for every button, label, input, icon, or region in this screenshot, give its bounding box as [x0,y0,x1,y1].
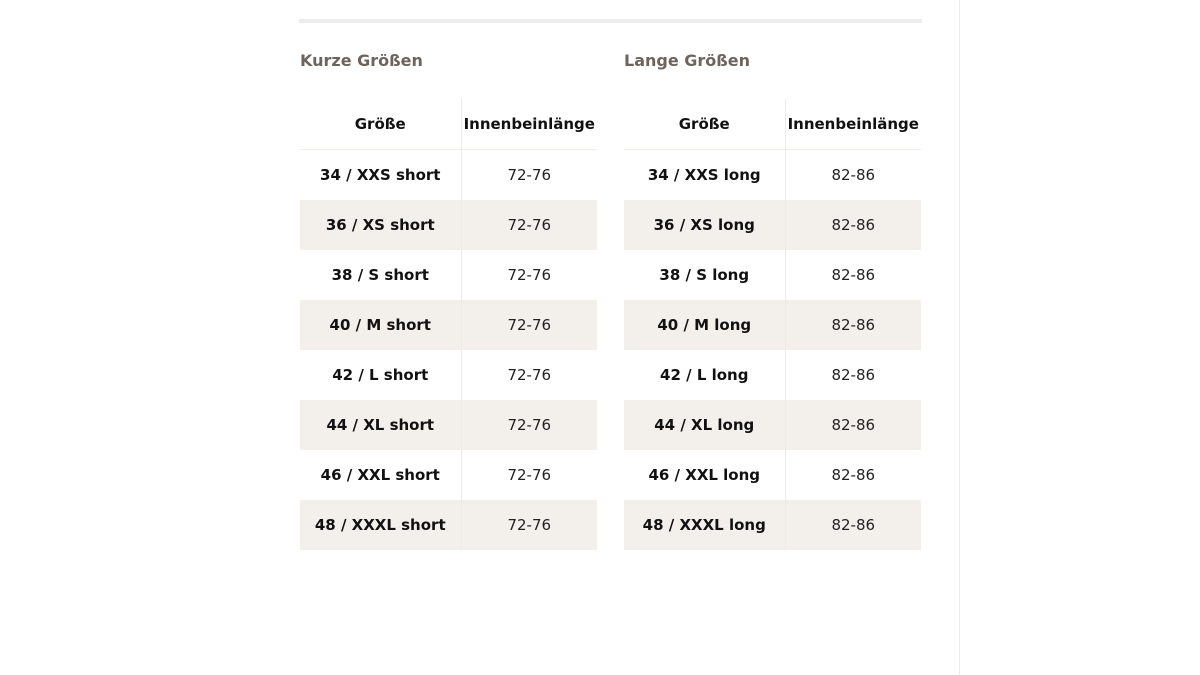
size-cell: 36 / XS long [624,200,785,250]
table-header-row [624,99,921,150]
table-row [624,300,921,350]
size-cell: 46 / XXL short [320,466,440,484]
table-row [300,150,597,201]
inseam-cell: 72-76 [461,200,597,250]
table-row [624,400,921,450]
inseam-cell: 82-86 [785,150,921,201]
column-header-inseam: Innenbeinlänge [461,99,597,150]
size-cell: 34 / XXS short [320,166,441,184]
size-cell: 42 / L short [332,366,429,384]
table-row [624,500,921,550]
table-row [300,400,597,450]
table-row [624,250,921,300]
table-header-row [300,99,597,150]
inseam-cell: 82-86 [785,200,921,250]
size-cell: 36 / XS short [300,200,461,250]
size-cell: 34 / XXS long [647,166,761,184]
size-cell: 38 / S short [331,266,429,284]
table-row [300,250,597,300]
section-title-short: Kurze Größen [300,51,423,70]
section-title-long: Lange Größen [624,51,751,70]
inseam-cell: 82-86 [785,350,921,400]
inseam-cell: 72-76 [461,450,597,500]
table-row [300,200,597,250]
top-divider [299,19,922,23]
inseam-cell: 82-86 [785,500,921,550]
table-row [300,300,597,350]
size-cell: 48 / XXXL short [300,500,461,550]
table-row [300,450,597,500]
size-cell: 40 / M long [624,300,785,350]
column-header-inseam: Innenbeinlänge [785,99,921,150]
inseam-cell: 72-76 [461,350,597,400]
size-cell: 42 / L long [660,366,749,384]
inseam-cell: 72-76 [461,250,597,300]
table-row [624,150,921,201]
table-row [300,350,597,400]
long-size-table [624,99,921,550]
column-header-size: Größe [624,99,785,150]
inseam-cell: 82-86 [785,250,921,300]
short-sizes-section [300,50,597,550]
inseam-cell: 72-76 [461,300,597,350]
table-row [624,200,921,250]
inseam-cell: 82-86 [785,450,921,500]
long-sizes-section [624,50,921,550]
size-cell: 48 / XXXL long [624,500,785,550]
inseam-cell: 82-86 [785,400,921,450]
table-row [624,350,921,400]
content-right-border [959,0,960,675]
table-row [624,450,921,500]
short-size-table [300,99,597,550]
size-cell: 46 / XXL long [648,466,761,484]
size-cell: 44 / XL long [624,400,785,450]
inseam-cell: 72-76 [461,150,597,201]
inseam-cell: 82-86 [785,300,921,350]
size-cell: 38 / S long [659,266,750,284]
size-cell: 40 / M short [300,300,461,350]
table-row [300,500,597,550]
inseam-cell: 72-76 [461,400,597,450]
inseam-cell: 72-76 [461,500,597,550]
column-header-size: Größe [300,99,461,150]
size-cell: 44 / XL short [300,400,461,450]
